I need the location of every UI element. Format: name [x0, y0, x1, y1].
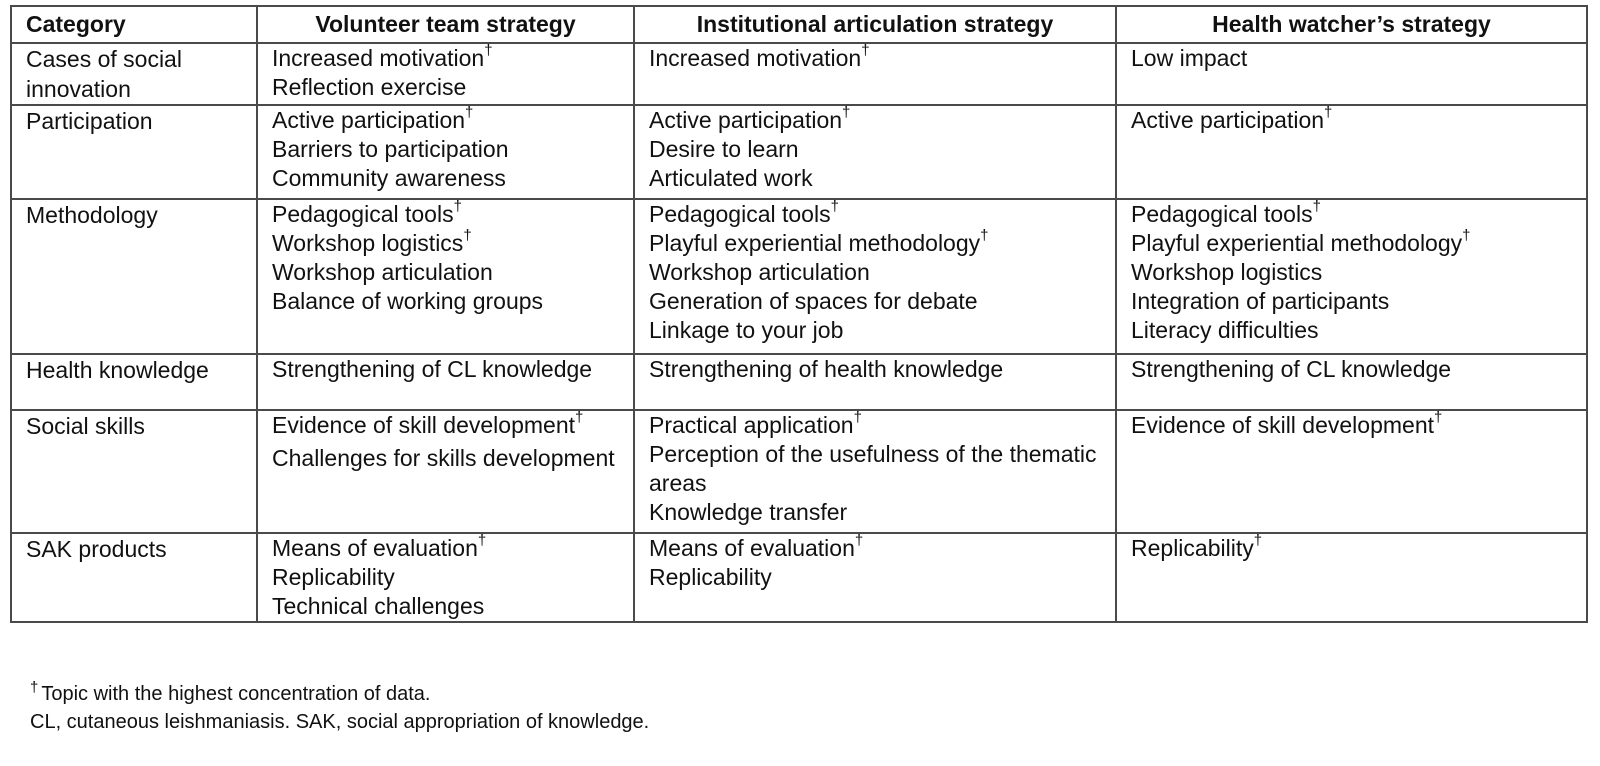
- list-item: Challenges for skills development: [272, 445, 615, 471]
- list-item: Workshop logistics: [1131, 259, 1323, 285]
- volunteer-cell: [257, 105, 634, 199]
- list-item: Replicability†: [1131, 532, 1263, 561]
- list-item: Evidence of skill development†: [1131, 409, 1443, 438]
- dagger-mark: †: [853, 409, 862, 427]
- list-item: Practical application†: [649, 409, 862, 438]
- health-watcher-cell: [1116, 354, 1587, 410]
- dagger-mark: †: [484, 42, 493, 60]
- list-item: Pedagogical tools†: [272, 198, 462, 227]
- dagger-mark: †: [575, 409, 584, 427]
- volunteer-cell: [257, 410, 634, 533]
- list-item: Generation of spaces for debate: [649, 288, 978, 314]
- list-item: Increased motivation†: [649, 42, 870, 71]
- dagger-mark: †: [463, 227, 472, 245]
- list-item: Evidence of skill development†: [272, 409, 584, 438]
- list-item: Strengthening of CL knowledge: [1131, 356, 1452, 382]
- health-watcher-cell: [1116, 43, 1587, 105]
- dagger-mark: †: [1312, 198, 1321, 216]
- list-item: Pedagogical tools†: [1131, 198, 1321, 227]
- category-cell: Social skills: [11, 410, 257, 533]
- dagger-mark: †: [854, 532, 864, 550]
- list-item: Knowledge transfer: [649, 499, 848, 525]
- volunteer-cell: [257, 43, 634, 105]
- list-item: Playful experiential methodology†: [649, 227, 989, 256]
- header-institutional-articulation-strategy: Institutional articulation strategy: [634, 6, 1116, 43]
- list-item: Means of evaluation†: [649, 532, 864, 561]
- list-item: Active participation†: [649, 104, 851, 133]
- list-item: Active participation†: [1131, 104, 1333, 133]
- results-table: [10, 5, 1588, 623]
- header-health-watchers-strategy: Health watcher’s strategy: [1116, 6, 1587, 43]
- institutional-cell: [634, 533, 1116, 622]
- list-item: Articulated work: [649, 165, 813, 191]
- list-item: Replicability: [649, 564, 772, 590]
- list-item: Workshop articulation: [272, 259, 493, 285]
- list-item: Balance of working groups: [272, 288, 544, 314]
- list-item: Replicability: [272, 564, 395, 590]
- category-cell: Methodology: [11, 199, 257, 354]
- list-item: Workshop articulation: [649, 259, 870, 285]
- dagger-mark: †: [830, 198, 839, 216]
- institutional-cell: [634, 354, 1116, 410]
- dagger-mark: †: [477, 532, 487, 550]
- header-volunteer-team-strategy: Volunteer team strategy: [257, 6, 634, 43]
- list-item: Strengthening of health knowledge: [649, 356, 1004, 382]
- dagger-mark: †: [1324, 104, 1333, 122]
- dagger-mark: †: [465, 104, 474, 122]
- list-item: Workshop logistics†: [272, 227, 472, 256]
- list-item: Desire to learn: [649, 136, 799, 162]
- list-item: Playful experiential methodology†: [1131, 227, 1471, 256]
- institutional-cell: [634, 199, 1116, 354]
- dagger-mark: †: [842, 104, 851, 122]
- table-row: [11, 354, 1587, 410]
- dagger-mark: †: [1253, 532, 1263, 550]
- list-item: Pedagogical tools†: [649, 198, 839, 227]
- dagger-mark: †: [1462, 227, 1471, 245]
- table-row: [11, 533, 1587, 622]
- volunteer-cell: [257, 199, 634, 354]
- category-cell: Cases of social innovation: [11, 43, 257, 105]
- list-item: Literacy difficulties: [1131, 317, 1319, 343]
- list-item: Community awareness: [272, 165, 506, 191]
- table-row: [11, 43, 1587, 105]
- list-item: Strengthening of CL knowledge: [272, 356, 593, 382]
- table-header-row: [11, 6, 1587, 43]
- dagger-mark: †: [453, 198, 462, 216]
- institutional-cell: [634, 410, 1116, 533]
- volunteer-cell: [257, 354, 634, 410]
- institutional-cell: [634, 43, 1116, 105]
- list-item: Integration of participants: [1131, 288, 1390, 314]
- list-item: Reflection exercise: [272, 74, 467, 100]
- list-item: Means of evaluation†: [272, 532, 487, 561]
- dagger-mark: †: [30, 679, 39, 697]
- health-watcher-cell: [1116, 410, 1587, 533]
- dagger-mark: †: [861, 42, 870, 60]
- category-cell: Participation: [11, 105, 257, 199]
- list-item: Barriers to participation: [272, 136, 509, 162]
- list-item: Linkage to your job: [649, 317, 844, 343]
- dagger-footnote: † Topic with the highest concentration of data.: [30, 679, 431, 705]
- list-item: Technical challenges: [272, 593, 485, 619]
- category-cell: Health knowledge: [11, 354, 257, 410]
- health-watcher-cell: [1116, 533, 1587, 622]
- table-row: [11, 199, 1587, 354]
- abbreviations-footnote: CL, cutaneous leishmaniasis. SAK, social appropriation of knowledge.: [30, 711, 650, 733]
- institutional-cell: [634, 105, 1116, 199]
- table-row: [11, 410, 1587, 533]
- health-watcher-cell: [1116, 105, 1587, 199]
- table-footnotes: [30, 680, 649, 736]
- list-item: Low impact: [1131, 45, 1248, 71]
- health-watcher-cell: [1116, 199, 1587, 354]
- list-item: Perception of the usefulness of the thematic areas: [649, 441, 1097, 496]
- volunteer-cell: [257, 533, 634, 622]
- dagger-mark: †: [980, 227, 989, 245]
- category-cell: SAK products: [11, 533, 257, 622]
- results-table-container: [10, 5, 1586, 623]
- dagger-mark: †: [1434, 409, 1443, 427]
- header-category: Category: [11, 6, 257, 43]
- list-item: Increased motivation†: [272, 42, 493, 71]
- list-item: Active participation†: [272, 104, 474, 133]
- table-row: [11, 105, 1587, 199]
